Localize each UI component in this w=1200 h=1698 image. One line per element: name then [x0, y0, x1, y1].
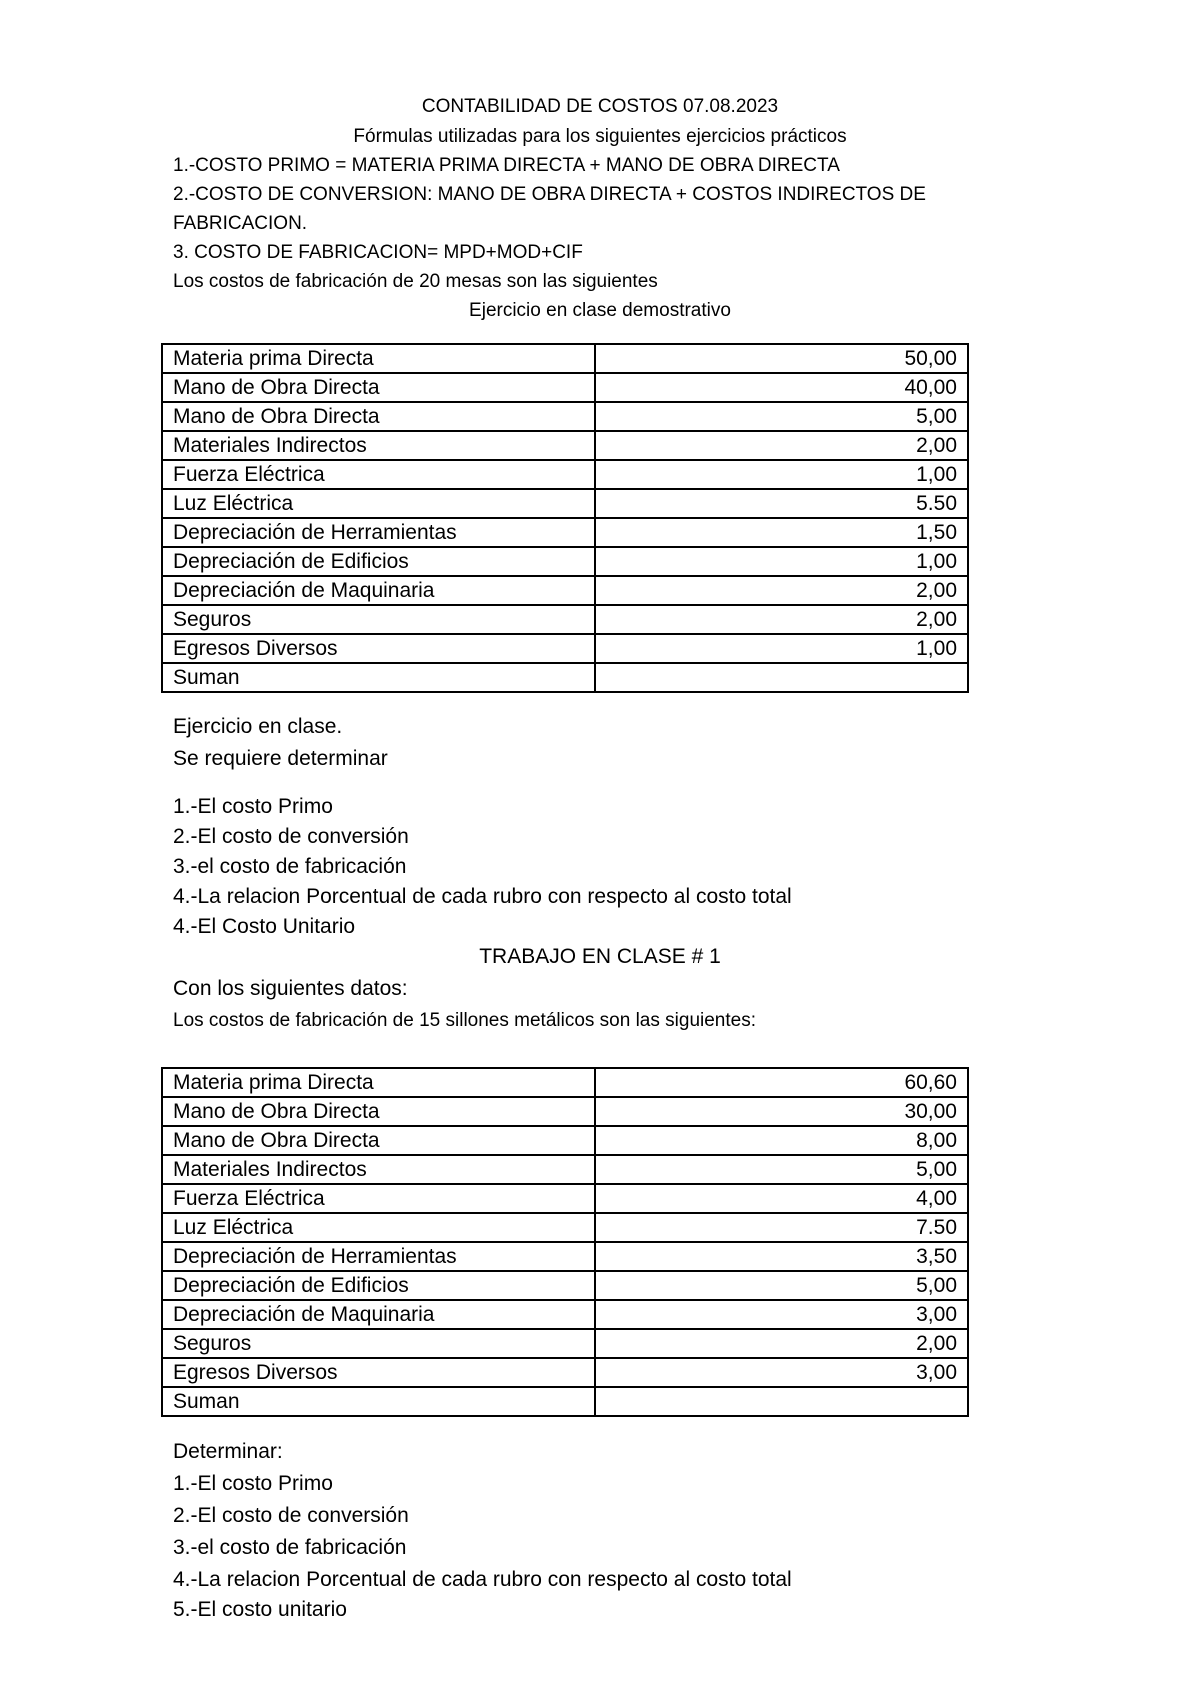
table-row: [162, 576, 968, 605]
table-row: [162, 1329, 968, 1358]
cost-table-demo: [161, 343, 969, 693]
row-label: Materiales Indirectos: [162, 1155, 595, 1184]
list-item: 3.-el costo de fabricación: [173, 1536, 407, 1559]
row-value: 3,00: [595, 1358, 968, 1387]
row-label: Egresos Diversos: [162, 1358, 595, 1387]
row-value: 5,00: [595, 1155, 968, 1184]
list-item: 1.-El costo Primo: [173, 1472, 333, 1495]
table-row: [162, 1358, 968, 1387]
row-label: Seguros: [162, 605, 595, 634]
table-row: [162, 1271, 968, 1300]
exercise-label: Ejercicio en clase.: [173, 715, 343, 738]
row-value: 2,00: [595, 605, 968, 634]
row-label: Fuerza Eléctrica: [162, 460, 595, 489]
row-value: 5,00: [595, 1271, 968, 1300]
document-title: CONTABILIDAD DE COSTOS 07.08.2023: [421, 96, 779, 117]
row-label: Materia prima Directa: [162, 1068, 595, 1097]
with-data-label: Con los siguientes datos:: [173, 977, 408, 1000]
row-value: 1,00: [595, 634, 968, 663]
row-value: 50,00: [595, 344, 968, 373]
list-item: 4.-La relacion Porcentual de cada rubro con respecto al costo total: [173, 885, 792, 908]
row-label: Mano de Obra Directa: [162, 1126, 595, 1155]
list-item: 5.-El costo unitario: [173, 1598, 347, 1621]
row-label: Depreciación de Edificios: [162, 1271, 595, 1300]
row-value: 5,00: [595, 402, 968, 431]
row-value: 1,50: [595, 518, 968, 547]
row-value: 7.50: [595, 1213, 968, 1242]
row-value: 2,00: [595, 576, 968, 605]
intro-sillones: Los costos de fabricación de 15 sillones metálicos son las siguientes:: [173, 1010, 756, 1031]
row-label: Mano de Obra Directa: [162, 373, 595, 402]
formula-costo-primo: 1.-COSTO PRIMO = MATERIA PRIMA DIRECTA + MANO DE OBRA DIRECTA: [173, 155, 840, 176]
list-item: 2.-El costo de conversión: [173, 1504, 409, 1527]
table-row: [162, 402, 968, 431]
row-label: Suman: [162, 663, 595, 692]
table-row: [162, 489, 968, 518]
demo-title: Ejercicio en clase demostrativo: [469, 300, 731, 321]
row-value: [595, 1387, 968, 1416]
row-label: Depreciación de Herramientas: [162, 1242, 595, 1271]
table-row: [162, 605, 968, 634]
row-value: 5.50: [595, 489, 968, 518]
row-value: 3,50: [595, 1242, 968, 1271]
row-label: Luz Eléctrica: [162, 489, 595, 518]
row-value: 1,00: [595, 547, 968, 576]
row-value: 2,00: [595, 1329, 968, 1358]
table-row: [162, 634, 968, 663]
trabajo-title: TRABAJO EN CLASE # 1: [479, 945, 721, 968]
row-label: Materia prima Directa: [162, 344, 595, 373]
row-label: Depreciación de Maquinaria: [162, 576, 595, 605]
table-row: [162, 1155, 968, 1184]
row-label: Seguros: [162, 1329, 595, 1358]
row-label: Depreciación de Herramientas: [162, 518, 595, 547]
row-label: Fuerza Eléctrica: [162, 1184, 595, 1213]
table-row: [162, 663, 968, 692]
formula-costo-conversion: 2.-COSTO DE CONVERSION: MANO DE OBRA DIRECTA + COSTOS INDIRECTOS DE: [173, 184, 926, 205]
row-value: 30,00: [595, 1097, 968, 1126]
table-row: [162, 1068, 968, 1097]
row-value: 2,00: [595, 431, 968, 460]
cost-table-trabajo: [161, 1067, 969, 1417]
intro-mesas: Los costos de fabricación de 20 mesas son las siguientes: [173, 271, 658, 292]
list-item: 2.-El costo de conversión: [173, 825, 409, 848]
table-row: [162, 373, 968, 402]
row-label: Mano de Obra Directa: [162, 1097, 595, 1126]
table-row: [162, 1300, 968, 1329]
row-value: 1,00: [595, 460, 968, 489]
list-item: 4.-La relacion Porcentual de cada rubro con respecto al costo total: [173, 1568, 792, 1591]
table-row: [162, 1097, 968, 1126]
row-value: 4,00: [595, 1184, 968, 1213]
list-item: 1.-El costo Primo: [173, 795, 333, 818]
table-row: [162, 518, 968, 547]
table-row: [162, 344, 968, 373]
row-label: Egresos Diversos: [162, 634, 595, 663]
requirement-label: Se requiere determinar: [173, 747, 388, 770]
row-value: [595, 663, 968, 692]
table-row: [162, 460, 968, 489]
formula-costo-conversion-cont: FABRICACION.: [173, 213, 308, 234]
row-value: 60,60: [595, 1068, 968, 1097]
table-row: [162, 431, 968, 460]
document-subtitle: Fórmulas utilizadas para los siguientes ejercicios prácticos: [353, 126, 847, 147]
row-label: Luz Eléctrica: [162, 1213, 595, 1242]
row-value: 8,00: [595, 1126, 968, 1155]
list-item: 4.-El Costo Unitario: [173, 915, 356, 938]
row-label: Mano de Obra Directa: [162, 402, 595, 431]
table-row: [162, 1387, 968, 1416]
row-label: Materiales Indirectos: [162, 431, 595, 460]
table-row: [162, 1184, 968, 1213]
list-item: 3.-el costo de fabricación: [173, 855, 407, 878]
table-row: [162, 547, 968, 576]
row-label: Suman: [162, 1387, 595, 1416]
table-row: [162, 1242, 968, 1271]
row-label: Depreciación de Edificios: [162, 547, 595, 576]
row-value: 40,00: [595, 373, 968, 402]
table-row: [162, 1126, 968, 1155]
table-row: [162, 1213, 968, 1242]
determine-label: Determinar:: [173, 1440, 283, 1463]
formula-costo-fabricacion: 3. COSTO DE FABRICACION= MPD+MOD+CIF: [173, 242, 583, 263]
row-value: 3,00: [595, 1300, 968, 1329]
row-label: Depreciación de Maquinaria: [162, 1300, 595, 1329]
